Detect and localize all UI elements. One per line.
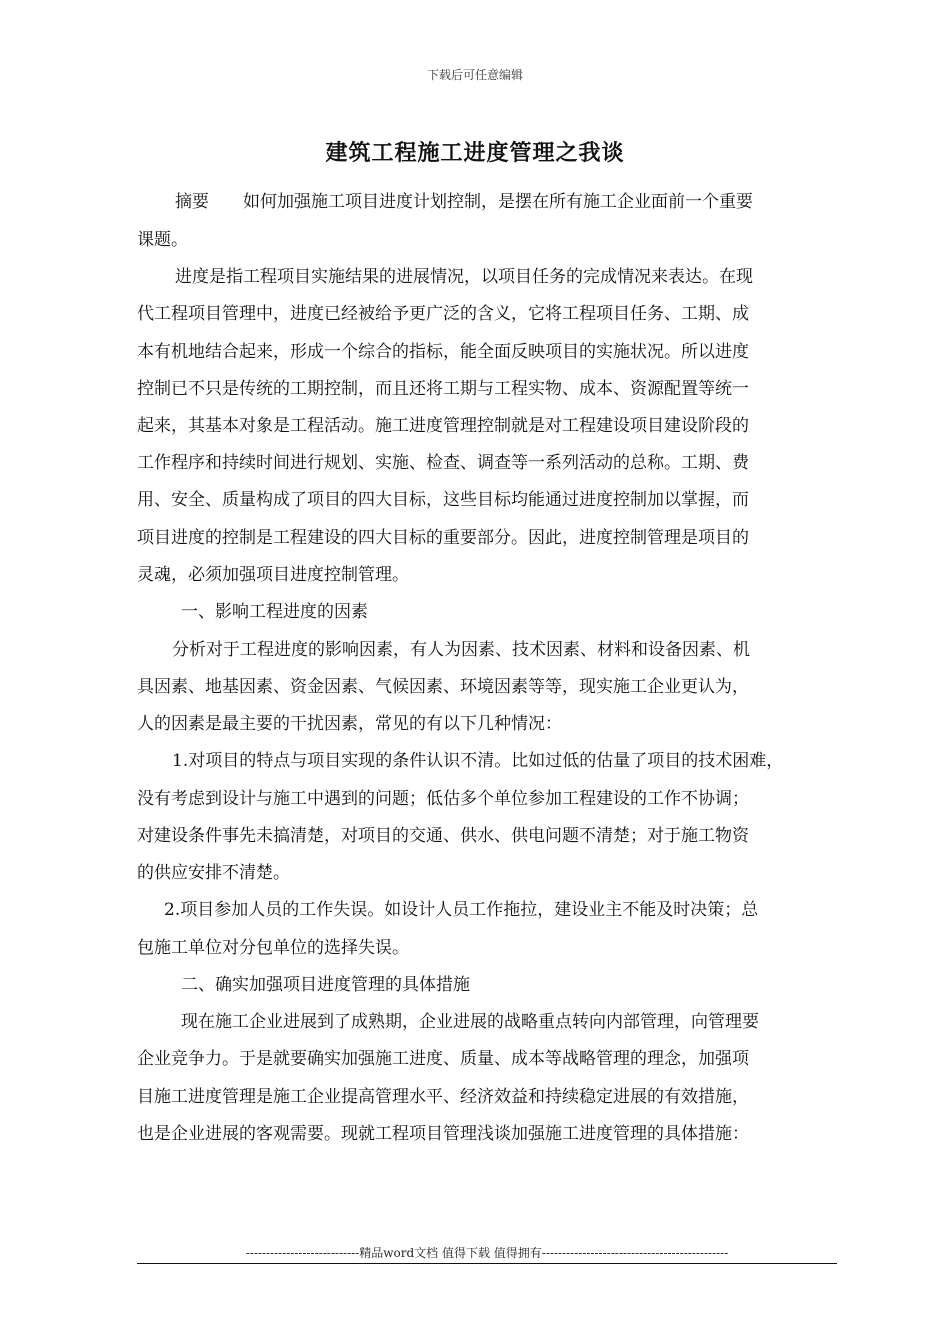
body-line-9: 用、安全、质量构成了项目的四大目标，这些目标均能通过进度控制加以掌握，而 [137, 490, 749, 510]
body-line-17: 没有考虑到设计与施工中遇到的问题；低估多个单位参加工程建设的工作不协调； [137, 789, 749, 809]
body-line-8: 工作程序和持续时间进行规划、实施、检查、调查等一系列活动的总称。工期、费 [137, 453, 749, 473]
body-line-3: 进度是指工程项目实施结果的进展情况，以项目任务的完成情况来表达。在现 [175, 267, 753, 287]
section-heading-1: 一、影响工程进度的因素 [181, 602, 368, 622]
body-line-23: 现在施工企业进展到了成熟期，企业进展的战略重点转向内部管理，向管理要 [181, 1012, 759, 1032]
footer-rule [137, 1263, 837, 1264]
body-line-16: 1.对项目的特点与项目实现的条件认识不清。比如过低的估量了项目的技术困难， [172, 751, 784, 771]
body-line-25: 目施工进度管理是施工企业提高管理水平、经济效益和持续稳定进展的有效措施， [137, 1087, 749, 1107]
body-line-19: 的供应安排不清楚。 [137, 863, 290, 883]
body-line-4: 代工程项目管理中，进度已经被给予更广泛的含义，它将工程项目任务、工期、成 [137, 304, 749, 324]
body-line-2: 课题。 [137, 230, 188, 250]
body-line-24: 企业竞争力。于是就要确实加强施工进度、质量、成本等战略管理的理念，加强项 [137, 1049, 749, 1069]
body-line-14: 具因素、地基因素、资金因素、气候因素、环境因素等等，现实施工企业更认为， [137, 677, 749, 697]
body-line-1: 摘要 如何加强施工项目进度计划控制，是摆在所有施工企业面前一个重要 [175, 192, 753, 212]
footer-text: ----------------------------精品word文档 值得下载 值得拥有---------------------------------------------- [245, 1246, 729, 1260]
section-heading-2: 二、确实加强项目进度管理的具体措施 [181, 975, 470, 995]
body-line-6: 控制已不只是传统的工期控制，而且还将工期与工程实物、成本、资源配置等统一 [137, 379, 749, 399]
body-line-26: 也是企业进展的客观需要。现就工程项目管理浅谈加强施工进度管理的具体措施： [137, 1124, 749, 1144]
document-title: 建筑工程施工进度管理之我谈 [325, 140, 625, 166]
body-line-13: 分析对于工程进度的影响因素，有人为因素、技术因素、材料和设备因素、机 [172, 640, 750, 660]
body-line-11: 灵魂，必须加强项目进度控制管理。 [137, 565, 409, 585]
body-line-18: 对建设条件事先未搞清楚，对项目的交通、供水、供电问题不清楚；对于施工物资 [137, 826, 749, 846]
body-line-15: 人的因素是最主要的干扰因素，常见的有以下几种情况： [137, 714, 562, 734]
body-line-10: 项目进度的控制是工程建设的四大目标的重要部分。因此，进度控制管理是项目的 [137, 528, 749, 548]
body-line-7: 起来，其基本对象是工程活动。施工进度管理控制就是对工程建设项目建设阶段的 [137, 416, 749, 436]
body-line-5: 本有机地结合起来，形成一个综合的指标，能全面反映项目的实施状况。所以进度 [137, 342, 749, 362]
body-line-21: 包施工单位对分包单位的选择失误。 [137, 938, 409, 958]
body-line-20: 2.项目参加人员的工作失误。如设计人员工作拖拉，建设业主不能及时决策；总 [164, 900, 759, 920]
page-header: 下载后可任意编辑 [426, 68, 523, 82]
